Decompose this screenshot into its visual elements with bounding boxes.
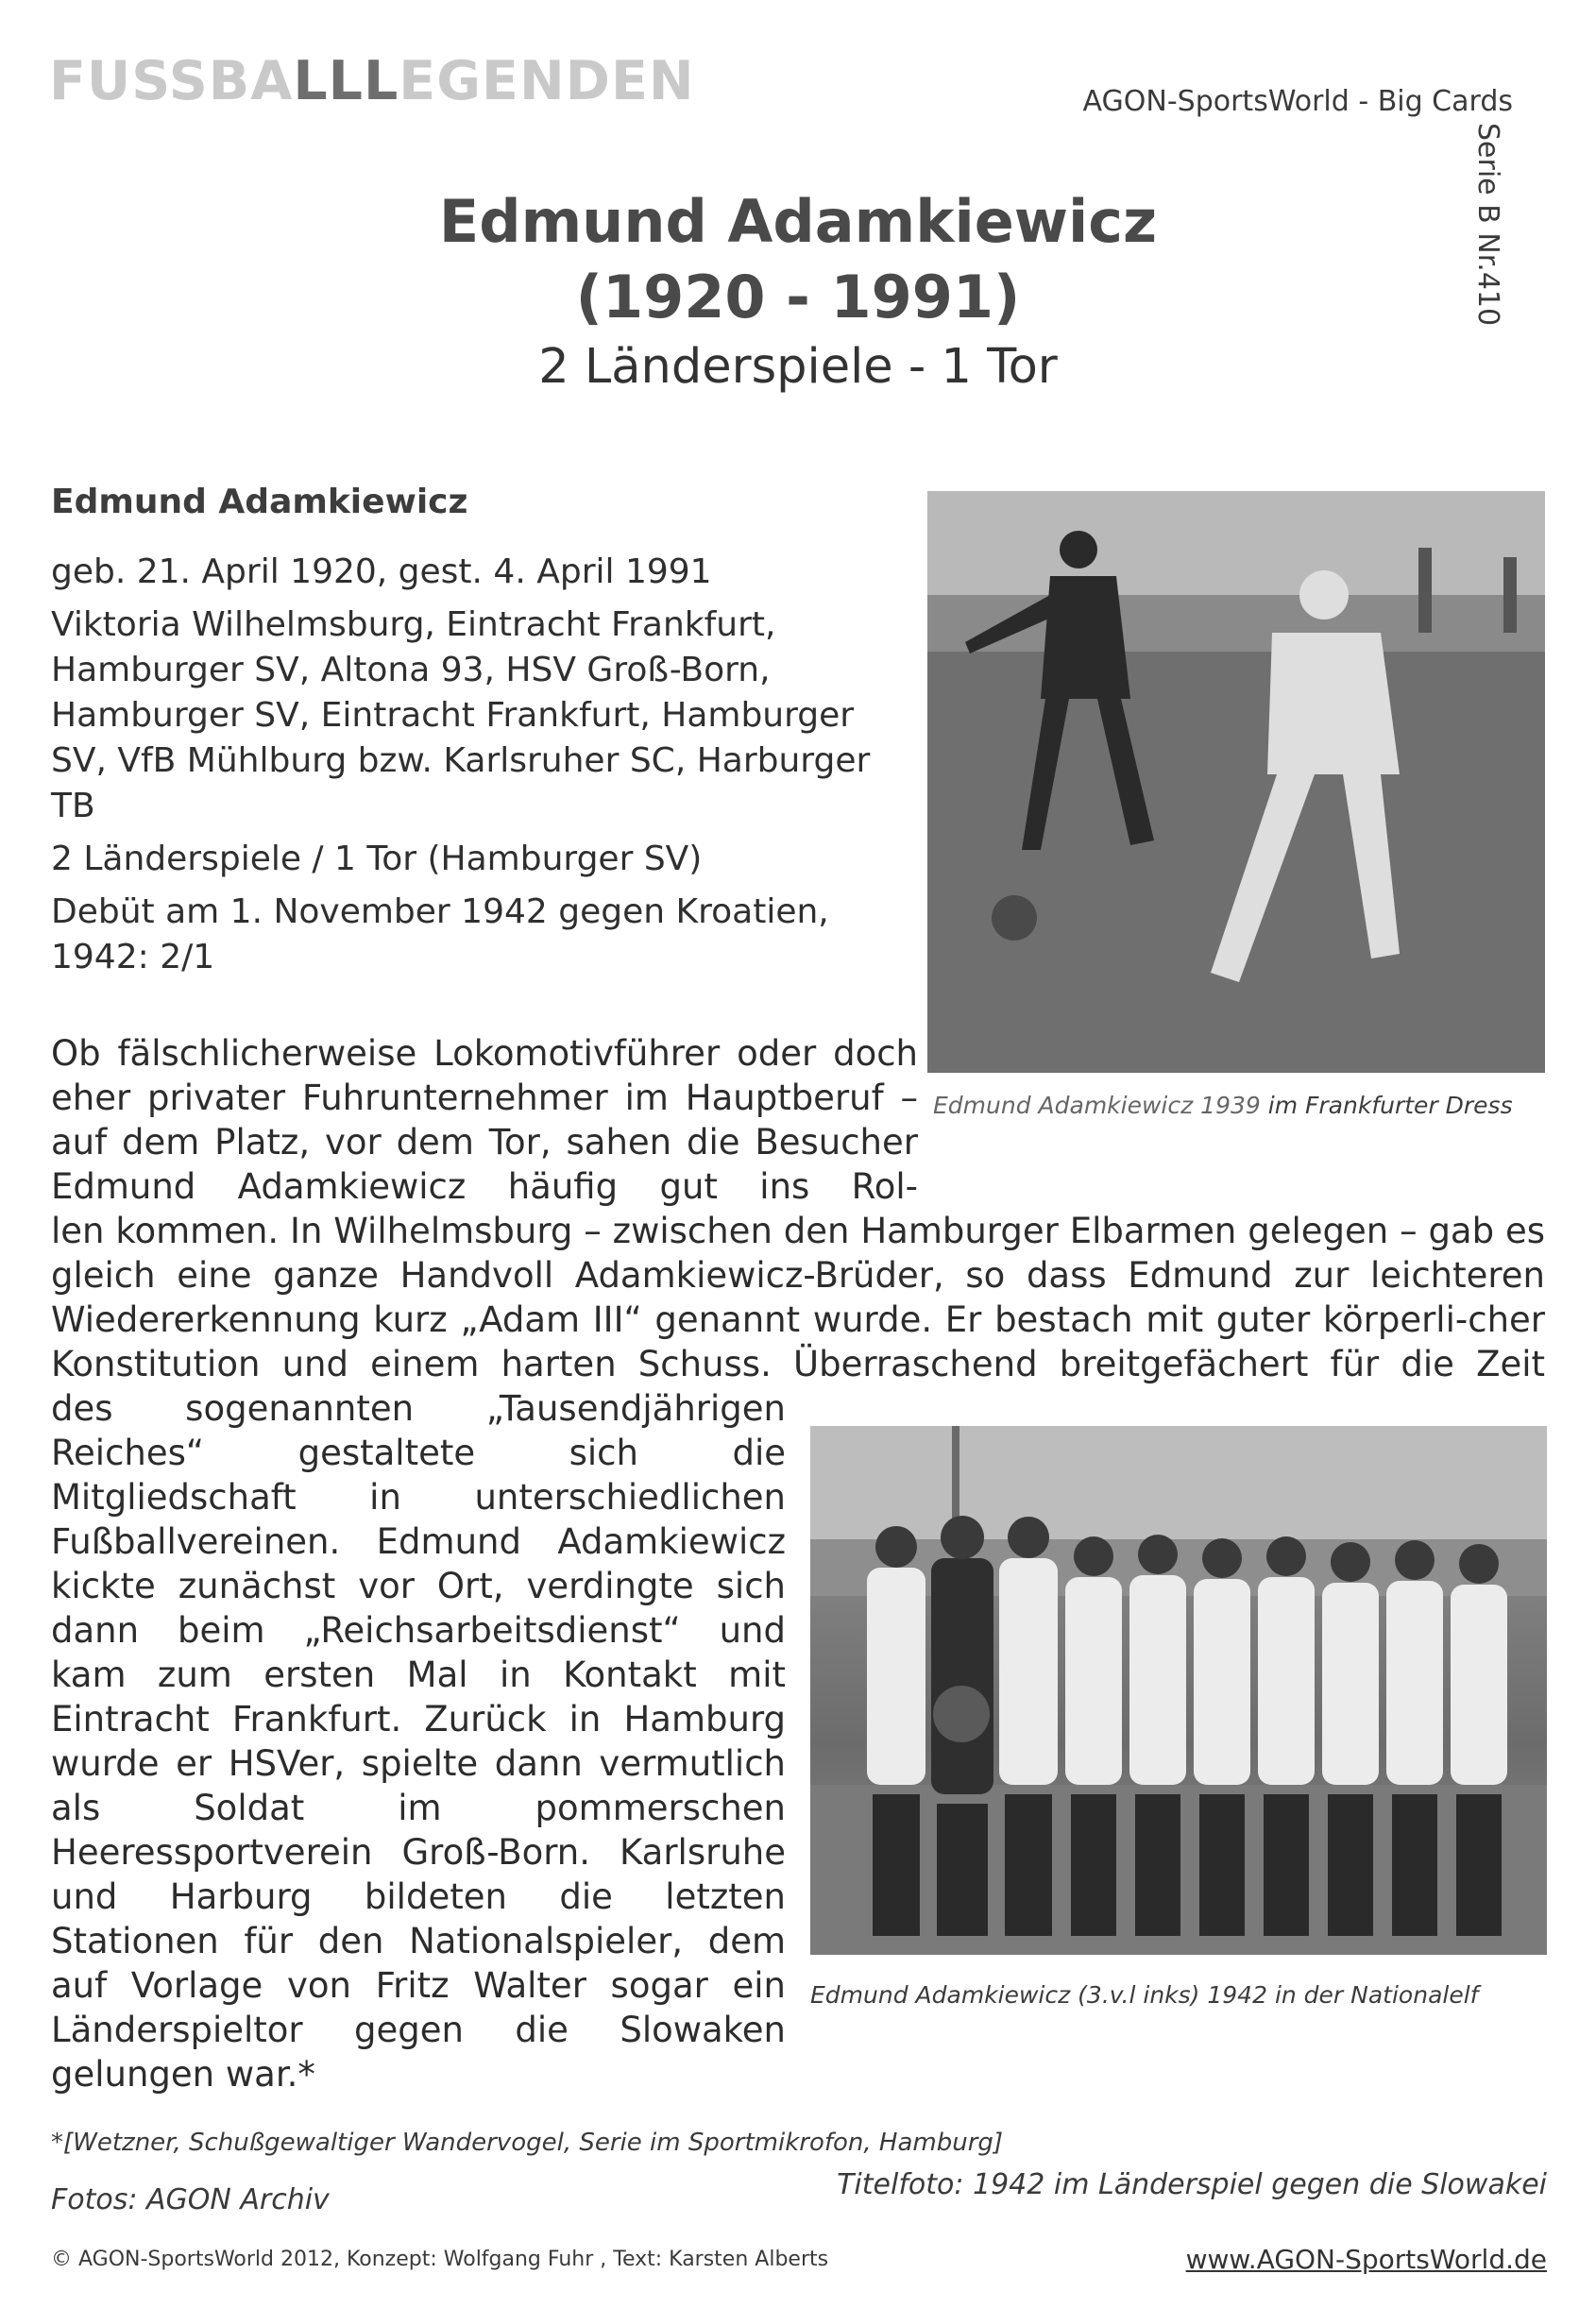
bio-clubs: Viktoria Wilhelmsburg, Eintracht Frankfurt, Hamburger SV, Altona 93, HSV Groß-Born, Hamburger SV, Eintracht Frankfurt, Hamburger SV, VfB Mühlburg bzw. Karlsruher SC, Harburger TB: [51, 605, 871, 825]
brand-logo-part1: FUSSBA: [49, 50, 294, 112]
brand-logo-part3: EGENDEN: [399, 50, 695, 112]
player-name: Edmund Adamkiewicz: [438, 187, 1158, 256]
story-text-part1: Ob fälschlicherweise Lokomotivführer oder doch eher privater Fuhrunternehmer im Hauptberuf – auf dem Platz, vor dem Tor, sahen die Besucher Edmund Adamkiewicz häufig gut ins Rol-: [51, 1033, 918, 1207]
player-years: (1920 - 1991): [575, 263, 1021, 331]
source-note: *[Wetzner, Schußgewaltiger Wandervogel, Serie im Sportmikrofon, Hamburg]: [51, 2129, 1004, 2157]
title-photo-note: Titelfoto: 1942 im Länderspiel gegen die Slowakei: [837, 2168, 1547, 2201]
story-text-part3: des sogenannten „Tausendjährigen Reiches“ gestaltete sich die Mitgliedschaft in unterschiedlichen Fußballvereinen. Edmund Adamkiewicz kickte zunächst vor Ort, verdingte sich dann beim „Reichsarbeitsdienst“ und kam zum ersten Mal in Kontakt mit Eintracht Frankfurt. Zurück in Hamburg wurde er HSVer, spielte dann vermutlich als Soldat im pommerschen Heeressportverein Groß-Born. Karlsruhe und Harburg bildeten die letzten Stationen für den Nationalspieler, dem auf Vorlage von Fritz Walter sogar ein Länderspieltor gegen die Slowaken gelungen war.*: [51, 1388, 786, 2095]
bio-birth-death: geb. 21. April 1920, gest. 4. April 1991: [51, 552, 712, 591]
bio-name: Edmund Adamkiewicz: [51, 483, 468, 521]
brand-logo-highlight: LLL: [293, 50, 399, 112]
caption1-part2: im Frankfurter Dress: [1267, 1092, 1513, 1119]
photo-credit: Fotos: AGON Archiv: [51, 2183, 330, 2216]
bio-section: [51, 480, 920, 988]
website-link[interactable]: www.AGON-SportsWorld.de: [1185, 2244, 1547, 2275]
team-photo: [810, 1426, 1547, 1955]
card-header: [0, 184, 1596, 395]
action-photo-caption: [933, 1092, 1513, 1119]
caption1-part1: Edmund Adamkiewicz 1939: [933, 1092, 1261, 1119]
bio-internationals: 2 Länderspiele / 1 Tor (Hamburger SV): [51, 840, 703, 878]
caps-goals: 2 Länderspiele - 1 Tor: [538, 339, 1058, 395]
copyright: © AGON-SportsWorld 2012, Konzept: Wolfgang Fuhr , Text: Karsten Alberts: [51, 2248, 829, 2271]
team-photo-caption: Edmund Adamkiewicz (3.v.l inks) 1942 in der Nationalelf: [810, 1981, 1479, 2009]
brand-logo: [49, 50, 695, 112]
story-text-part2: len kommen. In Wilhelmsburg – zwischen den Hamburger Elbarmen gelegen – gab es gleich eine ganze Handvoll Adamkiewicz-Brüder, so dass Edmund zur leichteren Wiedererkennung kurz „Adam III“ genannt wurde. Er bestach mit guter körperli-cher Konstitution und einem harten Schuss. Überraschend breitgefächert für die Zeit: [51, 1211, 1545, 1384]
action-photo: [927, 491, 1545, 1073]
bio-debut: Debüt am 1. November 1942 gegen Kroatien, 1942: 2/1: [51, 892, 829, 976]
series-title: AGON-SportsWorld - Big Cards: [1082, 85, 1513, 118]
card-serial-number: Serie B Nr.410: [1471, 123, 1504, 327]
